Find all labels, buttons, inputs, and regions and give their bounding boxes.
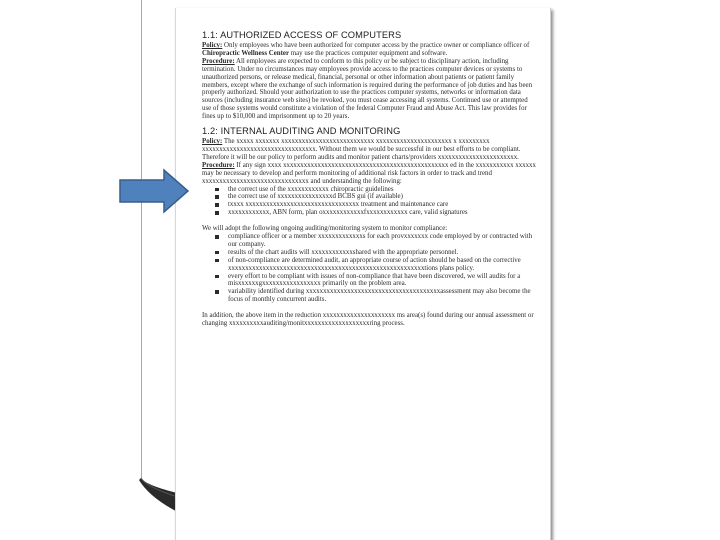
policy-label: Policy: [202,138,223,146]
procedure-label: Procedure: [202,57,235,65]
list-item: the correct use of the xxxxxxxxxxxx chiropractic guidelines [228,186,538,194]
section1-procedure-paragraph [202,58,538,121]
list-item: results of the chart audits will xxxxxxxxxxxxshared with the appropriate personnel. [228,249,538,257]
organization-name: Chiropractic Wellness Center [202,49,290,57]
closing-paragraph: In addition, the above item in the reduction xxxxxxxxxxxxxxxxxxxxx ms area(s) found during our annual assessment or changing xxxxxxxxxxauditing/monitxxxxxxxxxxxxxxxxxxxring process. [202,312,534,328]
procedure-label: Procedure: [202,161,235,169]
section-heading-internal-auditing: 1.2: INTERNAL AUDITING AND MONITORING [202,126,401,137]
list-item: compliance officer or a member xxxxxxxxxxxxxs for each provxxxxxxx code employed by or contracted with our company. [228,233,538,249]
list-item: the correct use of xxxxxxxxxxxxxxxxd BCBS gui (if available) [228,193,538,201]
policy-label: Policy: [202,42,223,49]
adopt-paragraph: We will adopt the following ongoing auditing/monitoring system to monitor compliance: [202,225,448,233]
section-heading-authorized-access: 1.1: AUTHORIZED ACCESS OF COMPUTERS [202,30,402,40]
policy-text: The xxxxx xxxxxxx xxxxxxxxxxxxxxxxxxxxxxxxxxx xxxxxxxxxxxxxxxxxxxxxx x xxxxxxxxx xxxxxxxxxxxxxxxxxxxxxxxxxxxxxxxxx. Without them we would be successful in our best efforts to be compliant. Therefore it will be our policy to perform audits and monitor patient charts/providers xxxxxxxxxxxxxxxxxxxxxxx. [202,138,521,161]
right-arrow-icon [118,168,190,214]
policy-text-end: may use the practices computer equipment and software. [289,49,448,57]
audit-topics-list [202,186,538,218]
procedure-text: If any sign xxxx xxxxxxxxxxxxxxxxxxxxxxxxxxxxxxxxxxxxxxxxxxxxxxxx ed in the xxxxxxxxxxx xxxxxx may be necessary to develop and perform monitoring of additional risk factors in order to track and trend xxxxxxxxxxxxxxxxxxxxxxxxxxxxxxx and understanding the following: [202,161,536,185]
document-page [175,8,551,540]
list-item: variability identified during xxxxxxxxxxxxxxxxxxxxxxxxxxxxxxxxxxxxxxxassessment may also become the focus of monthly concurrent audits. [228,288,538,304]
list-item: txxxx xxxxxxxxxxxxxxxxxxxxxxxxxxxxxxxxx treatment and maintenance care [228,201,538,209]
procedure-text: All employees are expected to conform to this policy or be subject to disciplinary action, including termination. Under no circumstances may employees provide access to the practices computer devices or systems to unauthorized persons, or release medical, financial, personal or other information about patients or patient family members, except where the exchange of such information is required during the performance of job duties and has been properly authorized. Should your authorization to use the practices computer systems, networks or information data sources (including insurance web sites) be revoked, you must cease accessing all systems. Continued use or attempted use of those systems would constitute a violation of the federal Computer Fraud and Abuse Act. This law provides for fines up to $10,000 and imprisonment up to 20 years. [202,57,533,121]
section1-policy-paragraph [202,42,538,58]
section2-procedure-paragraph [202,162,538,186]
document-content [202,30,538,328]
section2-policy-paragraph [202,138,538,162]
policy-text: Only employees who have been authorized for computer access by the practice owner or compliance officer of [222,42,530,49]
list-item: of non-compliance are determined audit, an appropriate course of action should be based on the corrective xxxxxxxxxxxxxxxxxxxxxxxxxxxxxxxxxxxxxxxxxxxxxxxxxxxxxxxxxtions plans policy. [228,257,538,273]
list-item: xxxxxxxxxxxx, ABN form, plan oxxxxxxxxxxxxfxxxxxxxxxxxx care, valid signatures [228,209,538,217]
monitoring-steps-list [202,233,538,304]
list-item: every effort to be compliant with issues of non-compliance that have been discovered, we will audits for a misxxxxxxgxxxxxxxxxxxxxxxxx primarily on the problem area. [228,273,538,289]
